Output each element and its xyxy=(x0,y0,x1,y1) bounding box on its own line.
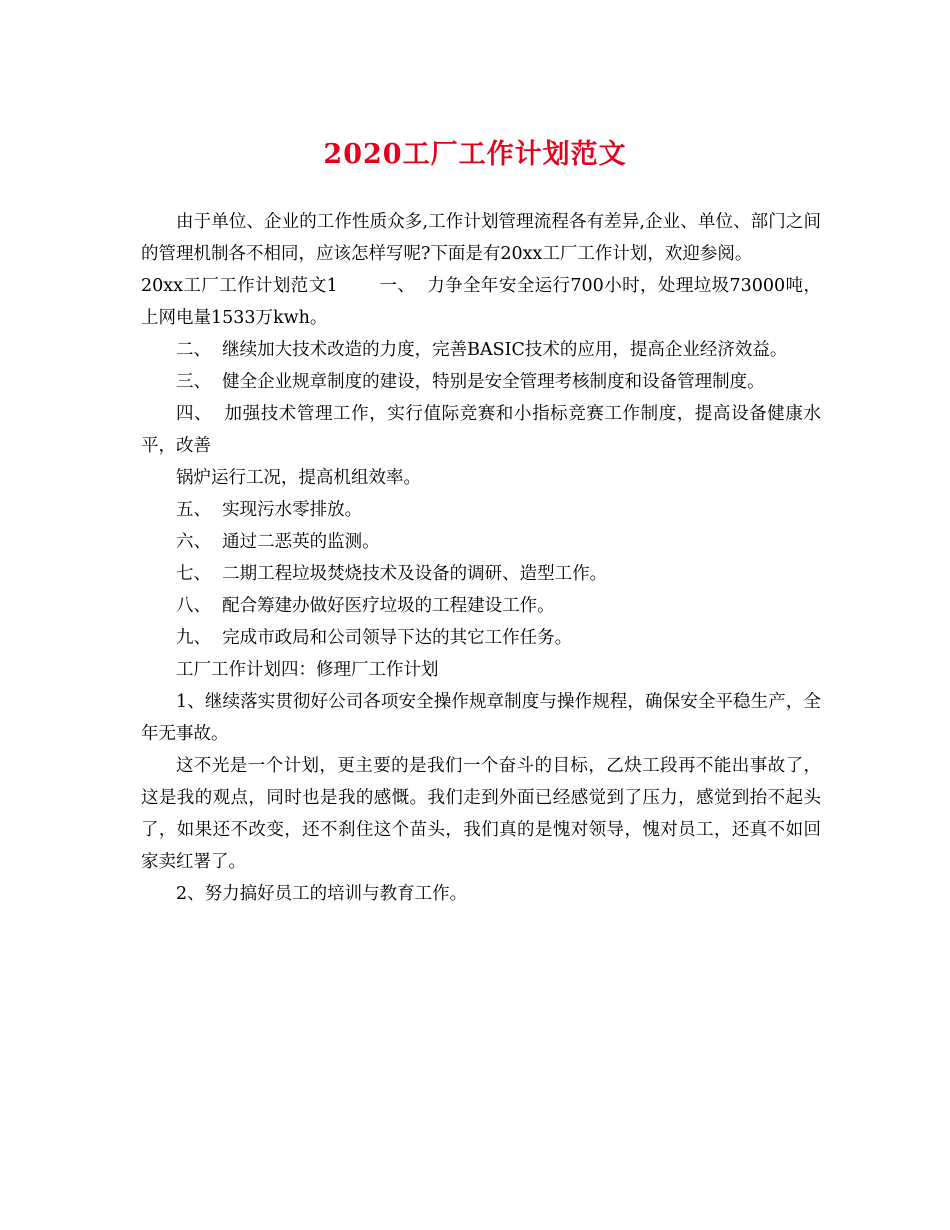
paragraph-reflection: 这不光是一个计划，更主要的是我们一个奋斗的目标，乙炔工段再不能出事故了，这是我的观点，同时也是我的感慨。我们走到外面已经感觉到了压力，感觉到抬不起头了，如果还不改变，还不刹住这个苗头，我们真的是愧对领导，愧对员工，还真不如回家卖红署了。 xyxy=(141,756,821,872)
paragraph-plan4-item2: 2、努力搞好员工的培训与教育工作。 xyxy=(176,884,468,904)
paragraph-item9: 九、 完成市政局和公司领导下达的其它工作任务。 xyxy=(176,628,573,648)
paragraph-item2: 二、 继续加大技术改造的力度，完善BASIC技术的应用，提高企业经济效益。 xyxy=(176,340,788,360)
paragraph-item6: 六、 通过二恶英的监测。 xyxy=(176,532,380,552)
paragraph-item4-cont: 锅炉运行工况，提高机组效率。 xyxy=(176,468,421,488)
paragraph-item3: 三、 健全企业规章制度的建设，特别是安全管理考核制度和设备管理制度。 xyxy=(176,372,765,392)
document-body xyxy=(141,206,821,910)
paragraph-plan1-item1: 20xx工厂工作计划范文1 一、 力争全年安全运行700小时，处理垃圾73000吨，上网电量1533万kwh。 xyxy=(141,276,821,328)
document-title: 2020工厂工作计划范文 xyxy=(323,139,627,170)
paragraph-item4: 四、 加强技术管理工作，实行值际竞赛和小指标竞赛工作制度，提高设备健康水平，改善 xyxy=(141,404,821,456)
paragraph-plan4-item1: 1、继续落实贯彻好公司各项安全操作规章制度与操作规程，确保安全平稳生产，全年无事故。 xyxy=(141,692,821,744)
paragraph-item5: 五、 实现污水零排放。 xyxy=(176,500,363,520)
paragraph-item8: 八、 配合筹建办做好医疗垃圾的工程建设工作。 xyxy=(176,596,555,616)
paragraph-item7: 七、 二期工程垃圾焚烧技术及设备的调研、造型工作。 xyxy=(176,564,608,584)
paragraph-plan4-heading: 工厂工作计划四：修理厂工作计划 xyxy=(176,660,439,680)
paragraph-intro: 由于单位、企业的工作性质众多,工作计划管理流程各有差异,企业、单位、部门之间的管理机制各不相同，应该怎样写呢?下面是有20xx工厂工作计划，欢迎参阅。 xyxy=(141,212,821,264)
